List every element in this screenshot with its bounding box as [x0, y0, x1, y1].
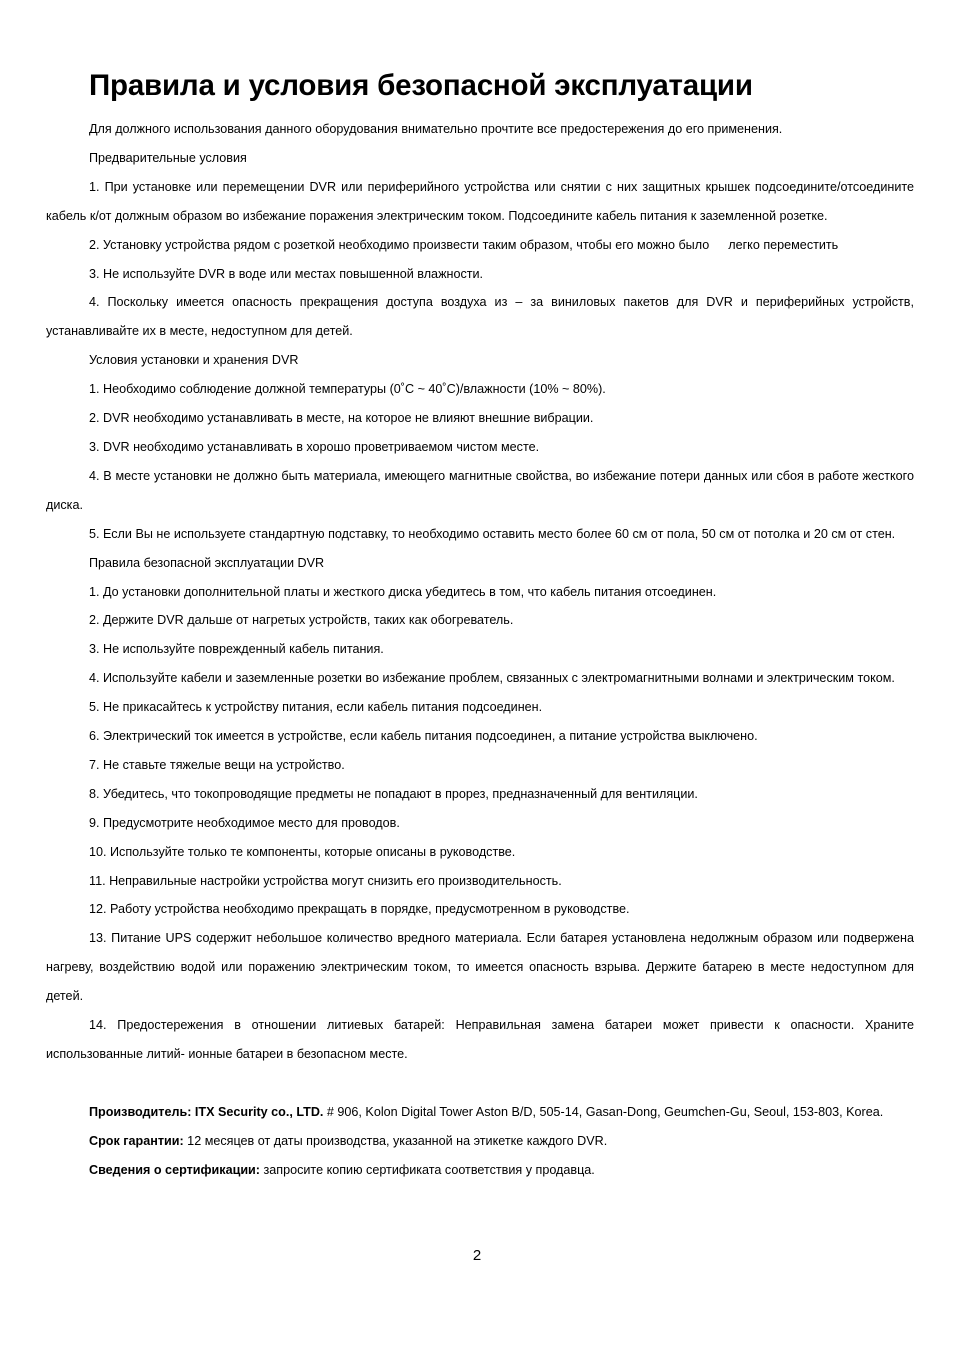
list-item: 4. Используйте кабели и заземленные розетки во избежание проблем, связанных с электромагнитными волнами и электрическим током.	[89, 671, 895, 686]
list-item: 7. Не ставьте тяжелые вещи на устройство.	[89, 757, 345, 772]
section-heading-preconditions: Предварительные условия	[89, 150, 247, 165]
certification-line	[46, 1156, 914, 1185]
list-item: 11. Неправильные настройки устройства могут снизить его производительность.	[89, 873, 562, 888]
list-item: 2. Держите DVR дальше от нагретых устройств, таких как обогреватель.	[89, 613, 514, 628]
list-item: 12. Работу устройства необходимо прекращать в порядке, предусмотренном в руководстве.	[89, 902, 630, 917]
document-body	[46, 115, 914, 1185]
list-item: 2. DVR необходимо устанавливать в месте, на которое не влияют внешние вибрации.	[89, 411, 594, 426]
warranty-value: 12 месяцев от даты производства, указанной на этикетке каждого DVR.	[183, 1133, 608, 1148]
list-item: 9. Предусмотрите необходимое место для проводов.	[89, 815, 400, 830]
list-item: 6. Электрический ток имеется в устройстве, если кабель питания подсоединен, а питание устройства выключено.	[89, 729, 758, 744]
list-item: 3. Не используйте DVR в воде или местах повышенной влажности.	[89, 266, 484, 281]
certification-value: запросите копию сертификата соответствия у продавца.	[260, 1162, 595, 1177]
page-number: 2	[472, 1247, 482, 1264]
page-title: Правила и условия безопасной эксплуатации	[89, 69, 753, 102]
list-item: 1. До установки дополнительной платы и жесткого диска убедитесь в том, что кабель питания отсоединен.	[89, 584, 717, 599]
manufacturer-value: # 906, Kolon Digital Tower Aston B/D, 505-14, Gasan-Dong, Geumchen-Gu, Seoul, 153-803, Korea.	[323, 1104, 884, 1119]
manufacturer-label: Производитель: ITX Security co., LTD.	[89, 1104, 324, 1119]
warranty-label: Срок гарантии:	[89, 1133, 184, 1148]
list-item: 3. DVR необходимо устанавливать в хорошо проветриваемом чистом месте.	[89, 439, 540, 454]
manufacturer-line	[46, 1098, 914, 1127]
list-item: 4. В месте установки не должно быть материала, имеющего магнитные свойства, во избежание потери данных или сбоя в работе жесткого диска.	[46, 468, 914, 512]
certification-label: Сведения о сертификации:	[89, 1162, 260, 1177]
intro-paragraph: Для должного использования данного оборудования внимательно прочтите все предостережения до его применения.	[89, 122, 783, 136]
section-heading-safety: Правила безопасной эксплуатации DVR	[89, 555, 325, 570]
section-heading-install: Условия установки и хранения DVR	[89, 353, 299, 368]
list-item: 5. Не прикасайтесь к устройству питания, если кабель питания подсоединен.	[89, 700, 543, 715]
spacer	[46, 1069, 914, 1098]
list-item: 3. Не используйте поврежденный кабель питания.	[89, 642, 384, 657]
list-item: 1. При установке или перемещении DVR или периферийного устройства или снятии с них защитных крышек подсоедините/отсоедините кабель к/от должным образом во избежание поражения электрическим током. Подсоедините кабель питания к заземленной розетке.	[46, 179, 914, 223]
list-item: 2. Установку устройства рядом с розеткой необходимо произвести таким образом, чтобы его можно было легко переместить	[89, 237, 839, 252]
list-item: 4. Поскольку имеется опасность прекращения доступа воздуха из – за виниловых пакетов для DVR и периферийных устройств, устанавливайте их в месте, недоступном для детей.	[46, 295, 914, 339]
list-item: 5. Если Вы не используете стандартную подставку, то необходимо оставить место более 60 см от пола, 50 см от потолка и 20 см от стен.	[89, 526, 896, 541]
list-item: 14. Предостережения в отношении литиевых батарей: Неправильная замена батареи может привести к опасности. Храните использованные литий- ионные батареи в безопасном месте.	[46, 1018, 914, 1061]
list-item: 13. Питание UPS содержит небольшое количество вредного материала. Если батарея установлена недолжным образом или подвержена нагреву, воздействию водой или поражению электрическим током, то имеется опасность взрыва. Держите батарею в месте недоступном для детей.	[46, 931, 914, 1004]
list-item: 8. Убедитесь, что токопроводящие предметы не попадают в прорез, предназначенный для вентиляции.	[89, 786, 698, 801]
warranty-line	[46, 1127, 914, 1156]
list-item: 1. Необходимо соблюдение должной температуры (0˚C ~ 40˚C)/влажности (10% ~ 80%).	[89, 382, 606, 397]
list-item: 10. Используйте только те компоненты, которые описаны в руководстве.	[89, 844, 516, 859]
